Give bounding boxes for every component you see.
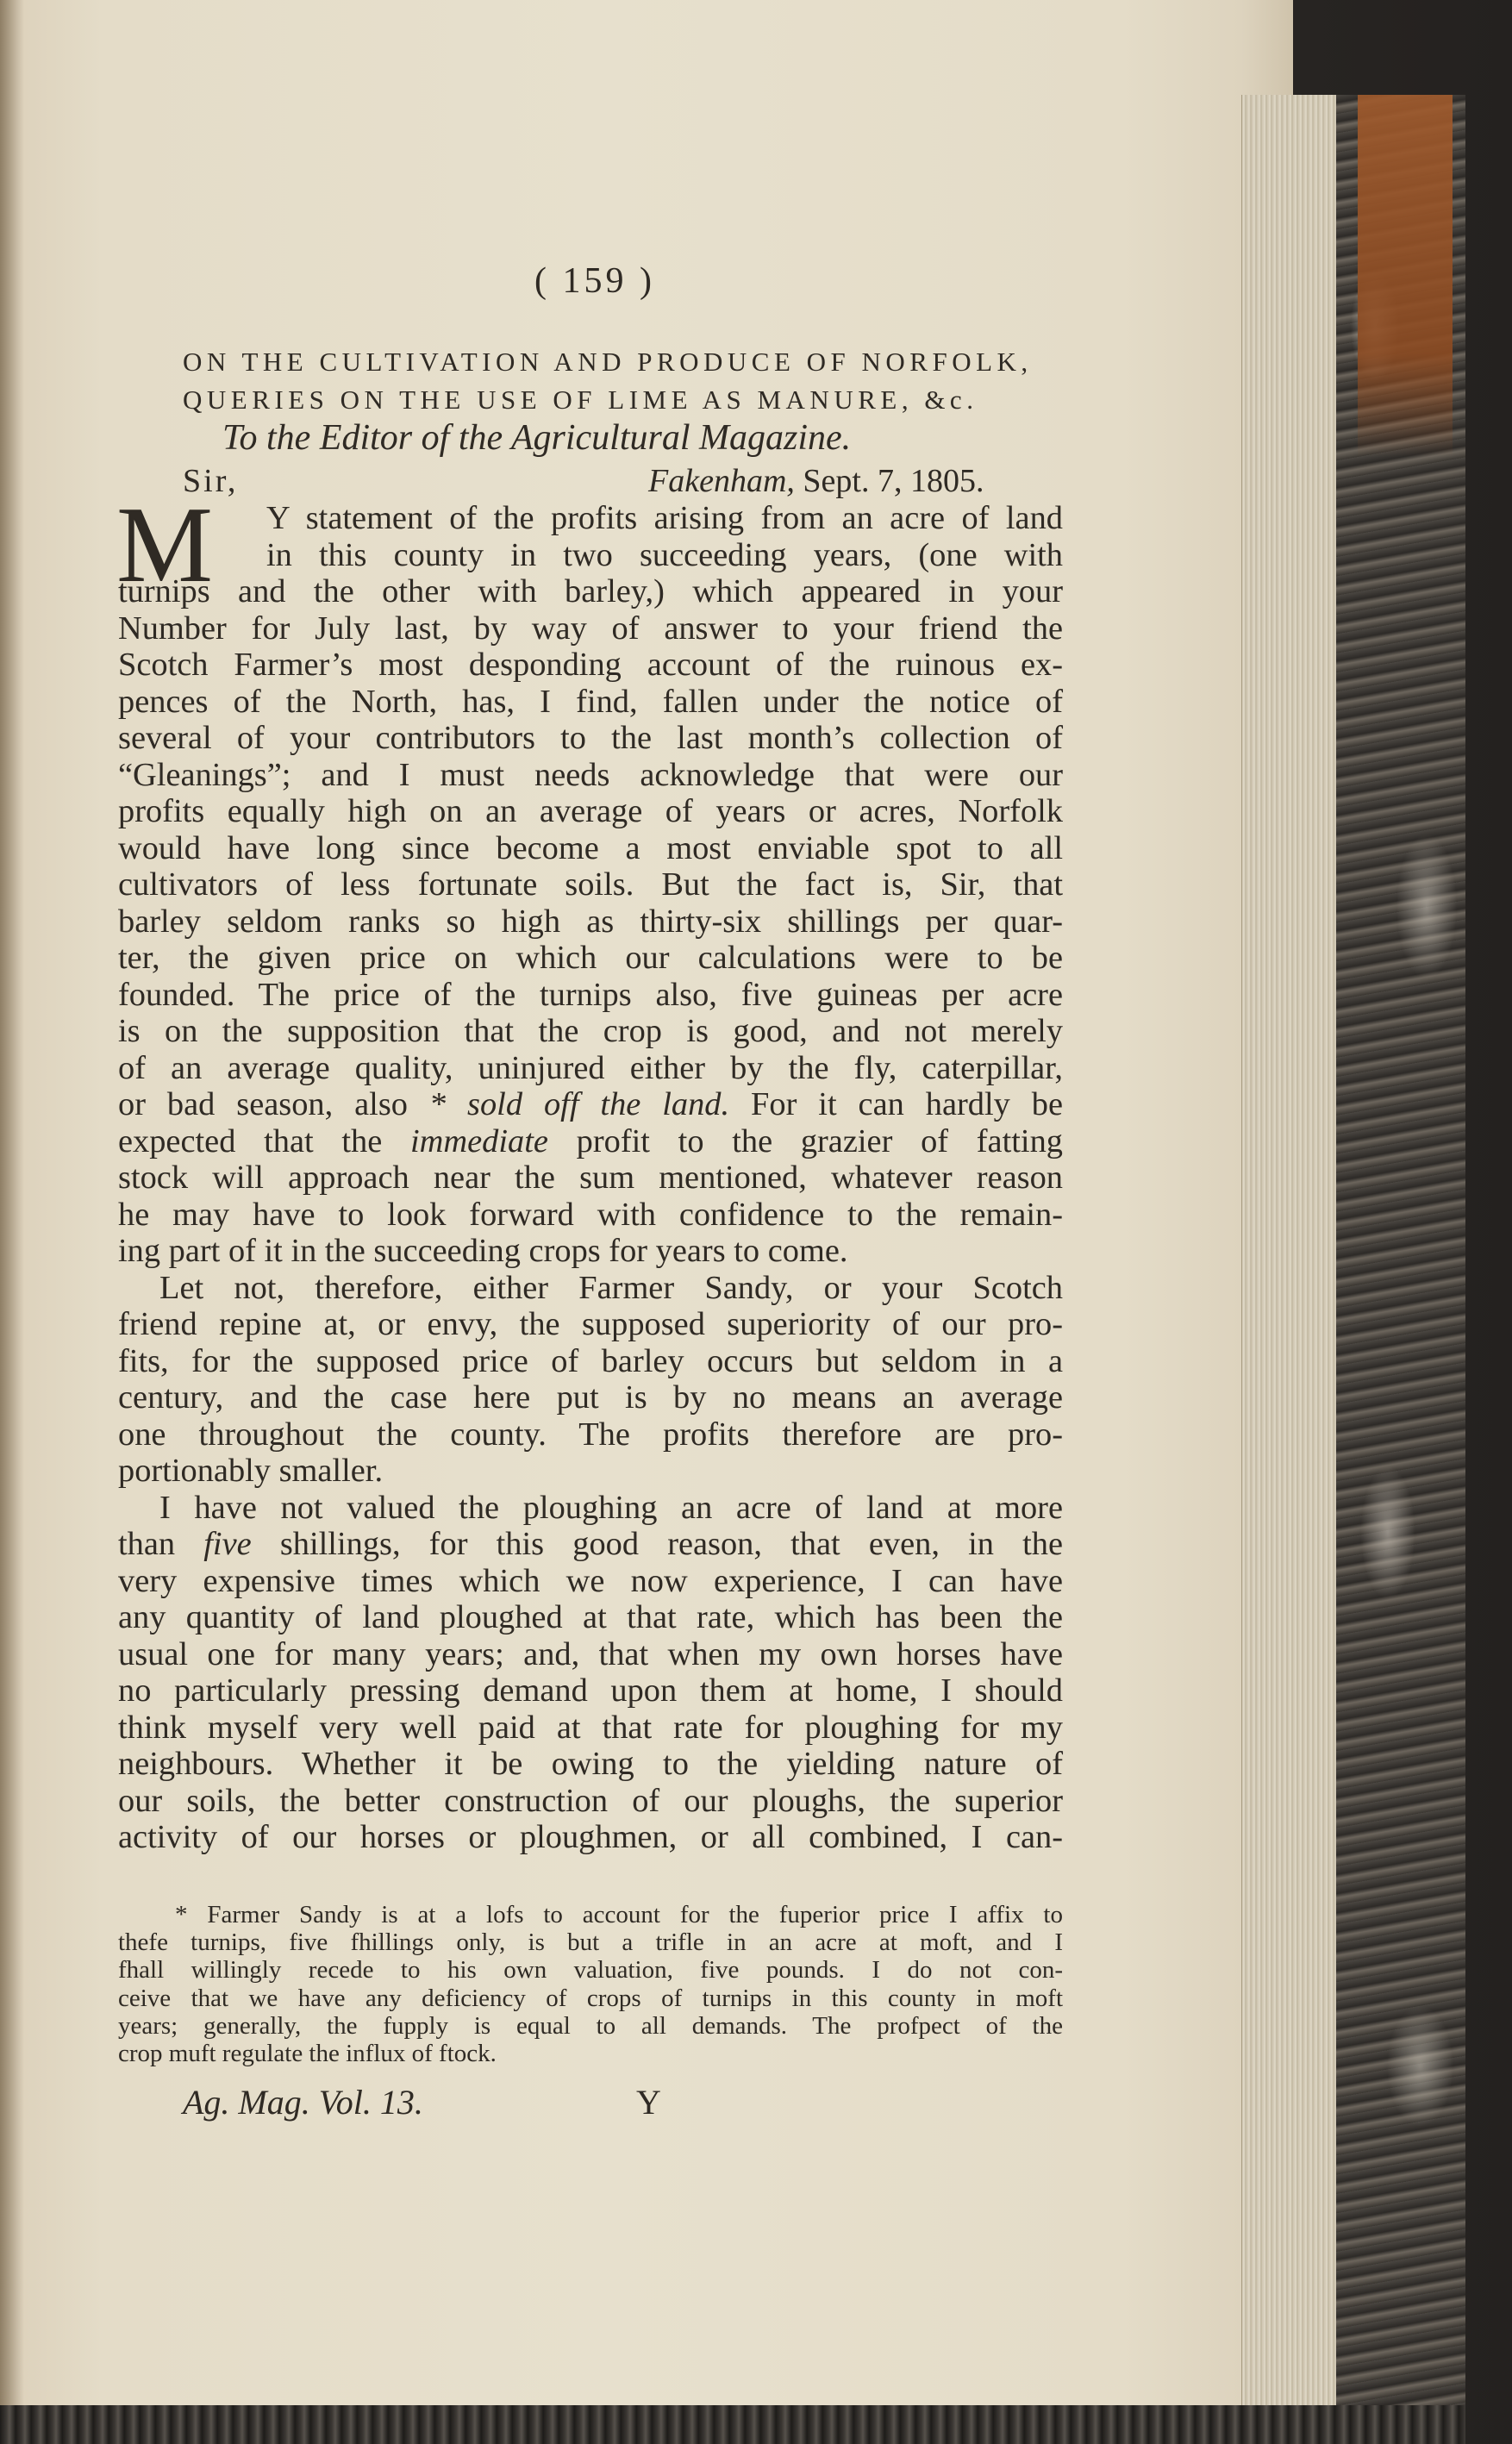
body-line: Number for July last, by way of answer to your friend the [118,609,1063,647]
article-heading-line-2: QUERIES ON THE USE OF LIME AS MANURE, &c. [183,384,978,415]
body-line-segment: expected that the [118,1122,383,1159]
body-line: portionably smaller. [118,1453,384,1489]
body-line: Y statement of the profits arising from an acre of land [266,500,1063,536]
body-line: founded. The price of the turnips also, five guineas per acre [118,976,1063,1013]
body-line: Scotch Farmer’s most desponding account of the ruinous ex- [118,647,1063,683]
signature-letter: Y [636,2083,661,2122]
body-line: neighbours. Whether it be owing to the yielding nature of [118,1746,1063,1782]
body-line: usual one for many years; and, that when my own horses have [118,1635,1063,1672]
body-line-segment: shillings, for this good reason, that even, in the [279,1526,1063,1562]
body-line: no particularly pressing demand upon them at home, I should [118,1672,1063,1709]
salutation: Sir, [183,463,239,499]
body-line: century, and the case here put is by no means an average [118,1379,1063,1416]
body-line: of an average quality, uninjured either by the fly, caterpillar, [118,1049,1063,1086]
leather-spine [1358,95,1453,2414]
body-line: “Gleanings”; and I must needs acknowledge that were our [118,756,1063,793]
body-line: profits equally high on an average of years or acres, Norfolk [118,793,1063,829]
body-line: ing part of it in the succeeding crops for years to come. [118,1233,848,1269]
drop-cap: M [116,485,214,605]
body-line: any quantity of land ploughed at that rate, which has been the [118,1599,1063,1635]
body-line: would have long since become a most enviable spot to all [118,829,1063,866]
body-line: turnips and the other with barley,) which appeared in your [118,573,1063,609]
addressee-line: To the Editor of the Agricultural Magazine. [222,418,852,458]
body-line: very expensive times which we now experience, I can have [118,1562,1063,1599]
italic-word: five [203,1526,252,1562]
dateline [648,462,984,500]
italic-word: immediate [410,1122,548,1159]
page-number: ( 159 ) [534,261,655,301]
footnote-line: years; generally, the fupply is equal to all demands. The profpect of the [118,2011,1063,2040]
body-line: he may have to look forward with confidence to the remain- [118,1196,1063,1233]
footnote-line: ceive that we have any deficiency of crops of turnips in this county in moft [118,1984,1063,2012]
body-line-mixed [118,1526,1063,1563]
gutter-shadow [0,0,24,2418]
body-line: cultivators of less fortunate soils. But the fact is, Sir, that [118,866,1063,903]
body-text [118,500,1063,1856]
body-line: fits, for the supposed price of barley occurs but seldom in a [118,1342,1063,1379]
body-line: pences of the North, has, I find, fallen under the notice of [118,683,1063,720]
body-line: one throughout the county. The profits therefore are pro- [118,1416,1063,1453]
body-line-mixed [118,1123,1063,1160]
footnote-line: thefe turnips, five fhillings only, is but a trifle in an acre at moft, and I [118,1928,1063,1957]
body-line: several of your contributors to the last month’s collection of [118,720,1063,756]
bottom-edge [0,2405,1465,2444]
footnote-line: fhall willingly recede to his own valuation, five pounds. I do not con- [118,1956,1063,1985]
dateline-date: Sept. 7, 1805. [803,463,984,499]
body-line: is on the supposition that the crop is good, and not merely [118,1013,1063,1049]
body-line: ter, the given price on which our calculations were to be [118,940,1063,976]
body-line: in this county in two succeeding years, (one with [266,536,1063,573]
body-line-segment: than [118,1526,176,1562]
footnote-reference: * sold off the land. [428,1086,730,1122]
page-fore-edges [1241,95,1337,2414]
body-line-mixed [118,1086,1063,1123]
footnote [118,1901,1063,2067]
footnote-line: * Farmer Sandy is at a lofs to account for the fuperior price I affix to [175,1901,1063,1928]
footnote-line: crop muft regulate the influx of ftock. [118,2039,497,2067]
body-line: our soils, the better construction of our ploughs, the superior [118,1782,1063,1819]
body-line: I have not valued the ploughing an acre of land at more [159,1489,1063,1526]
body-line-segment: or bad season, also [118,1086,408,1122]
body-line: activity of our horses or ploughmen, or all combined, I can- [118,1819,1063,1855]
body-line-segment: For it can hardly be [751,1086,1063,1122]
body-line: friend repine at, or envy, the supposed superiority of our pro- [118,1306,1063,1342]
body-line: Let not, therefore, either Farmer Sandy, or your Scotch [159,1269,1063,1306]
signature-mark: Ag. Mag. Vol. 13. [183,2083,423,2122]
body-line-segment: profit to the grazier of fatting [576,1122,1063,1159]
article-heading-line-1: ON THE CULTIVATION AND PRODUCE OF NORFOLK, [183,347,1033,377]
body-line: stock will approach near the sum mentioned, whatever reason [118,1159,1063,1196]
body-line: barley seldom ranks so high as thirty-six shillings per quar- [118,903,1063,940]
body-line: think myself very well paid at that rate for ploughing for my [118,1709,1063,1746]
dateline-place: Fakenham, [648,463,795,499]
